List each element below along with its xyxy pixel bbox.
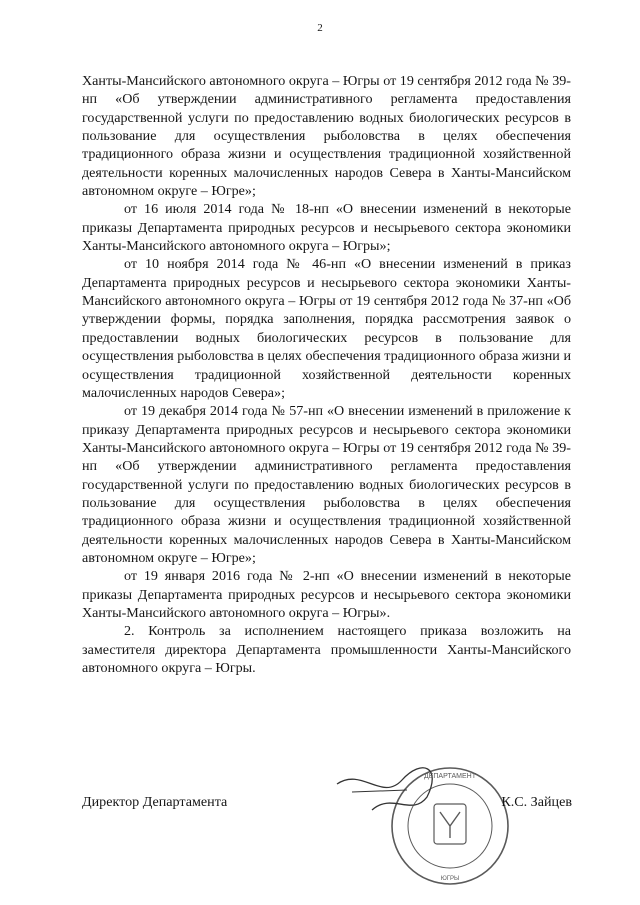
official-seal-and-signature [332, 762, 522, 892]
svg-text:ЮГРЫ: ЮГРЫ [440, 876, 460, 882]
svg-text:ДЕПАРТАМЕНТ: ДЕПАРТАМЕНТ [423, 773, 477, 780]
paragraph-control-clause: 2. Контроль за исполнением настоящего приказа возложить на заместителя директора Департамента промышленности Ханты-Мансийского автономного округа – Югры. [82, 623, 571, 676]
page-number: 2 [317, 22, 323, 34]
paragraph-order-2np: от 19 января 2016 года № 2-нп «О внесении изменений в некоторые приказы Департамента природных ресурсов и несырьевого сектора экономики Ханты-Мансийского автономного округа – Югры». [82, 568, 571, 621]
paragraph-continuation: Ханты-Мансийского автономного округа – Югры от 19 сентября 2012 года № 39-нп «Об утверждении административного регламента предоставления государственной услуги по предоставлению водных биологических ресурсов в пользование для осуществления рыболовства в целях обеспечения традиционного образа жизни и осуществления традиционной хозяйственной деятельности коренных малочисленных народов Севера в Ханты-Мансийском автономном округе – Югре»; [82, 73, 571, 200]
signatory-name: К.С. Зайцев [501, 794, 572, 810]
document-body [82, 72, 571, 677]
paragraph-order-46np: от 10 ноября 2014 года № 46-нп «О внесении изменений в приказ Департамента природных ресурсов и несырьевого сектора экономики Ханты-Мансийского автономного округа – Югры от 19 сентября 2012 года № 37-нп «Об утверждении формы, порядка заполнения, порядка рассмотрения заявок о предоставлении водных биологических ресурсов в пользование для осуществления рыболовства в целях обеспечения традиционного образа жизни и осуществления традиционной хозяйственной деятельности коренных малочисленных народов Севера»; [82, 256, 571, 401]
signature-block [82, 773, 572, 895]
paragraph-order-18np: от 16 июля 2014 года № 18-нп «О внесении изменений в некоторые приказы Департамента природных ресурсов и несырьевого сектора экономики Ханты-Мансийского автономного округа – Югры»; [82, 201, 571, 255]
signatory-position: Директор Департамента [82, 794, 228, 810]
paragraph-order-57np: от 19 декабря 2014 года № 57-нп «О внесении изменений в приложение к приказу Департамента природных ресурсов и несырьевого сектора экономики Ханты-Мансийского автономного округа – Югры от 19 сентября 2012 года № 39-нп «Об утверждении административного регламента предоставления государственной услуги по предоставлению водных биологических ресурсов в пользование для осуществления рыболовства в целях обеспечения традиционного образа жизни и осуществления традиционной хозяйственной деятельности коренных малочисленных народов Севера в Ханты-Мансийском автономном округе – Югре»; [82, 403, 571, 566]
